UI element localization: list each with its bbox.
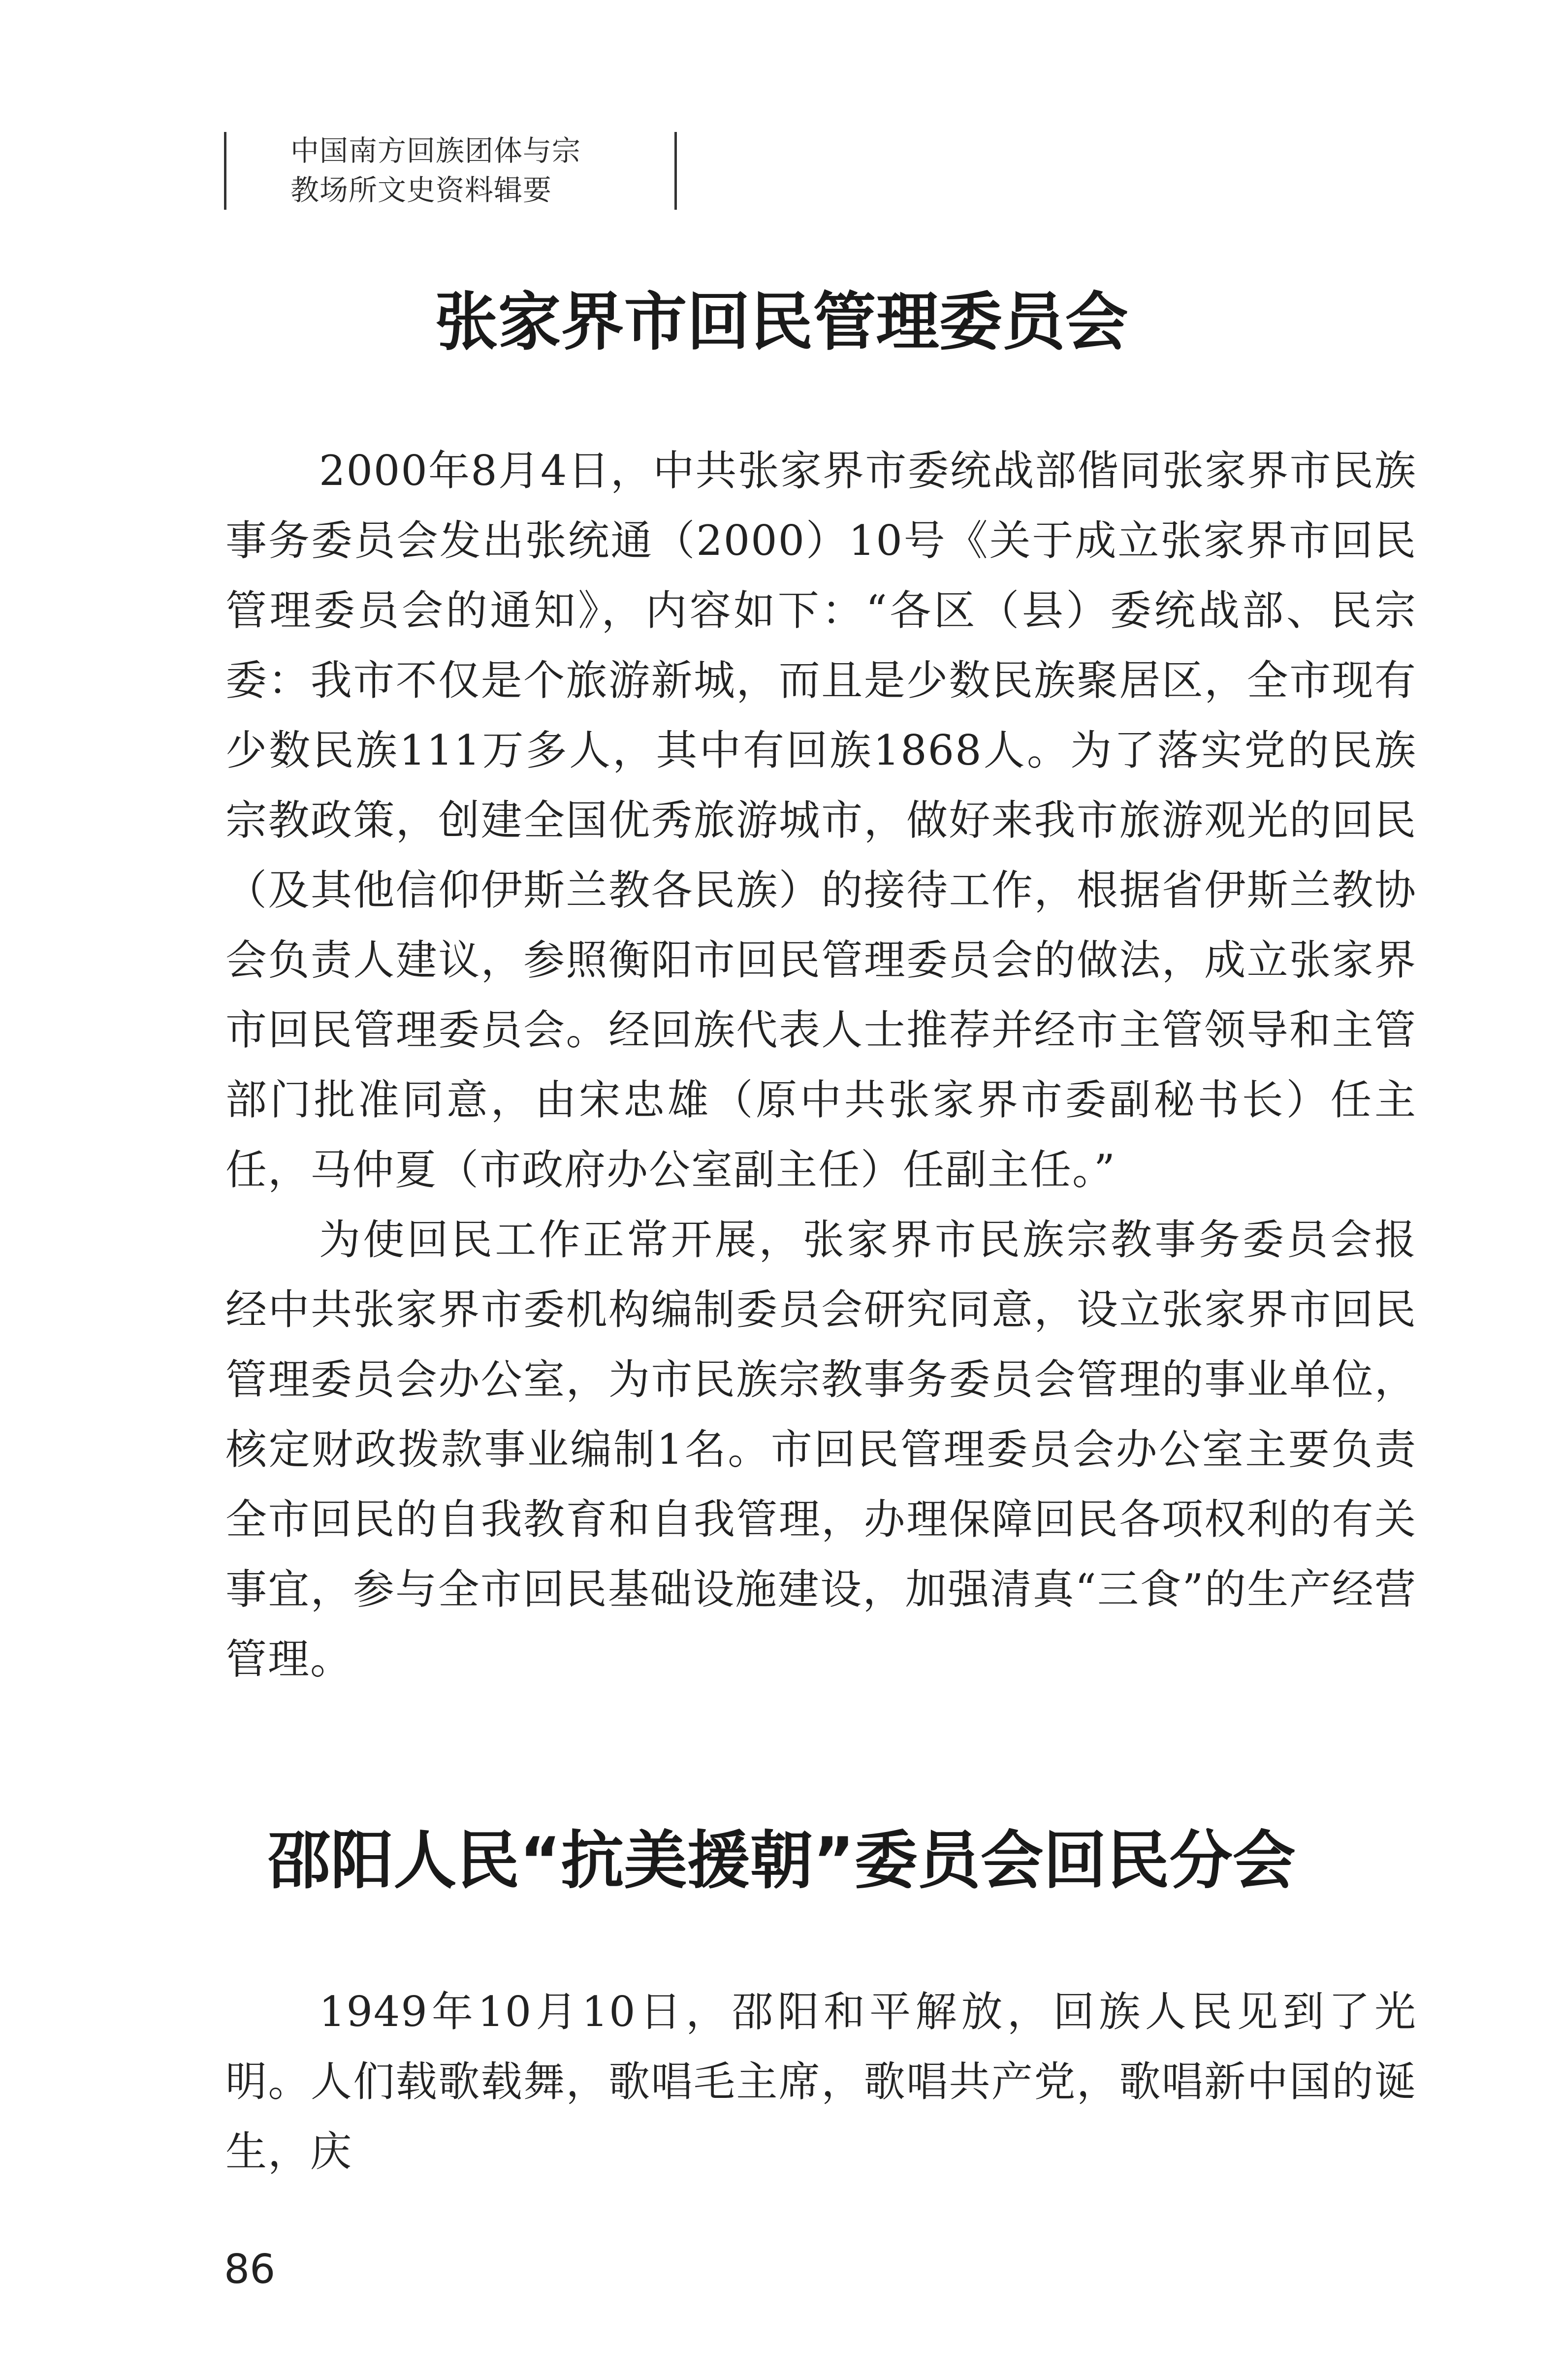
page-number: 86 xyxy=(224,2246,276,2293)
section-1-body xyxy=(225,436,1417,1694)
section-1-paragraph-1: 2000年8月4日，中共张家界市委统战部偕同张家界市民族事务委员会发出张统通（2000）10号《关于成立张家界市回民管理委员会的通知》，内容如下：“各区（县）委统战部、民宗委：我市不仅是个旅游新城，而且是少数民族聚居区，全市现有少数民族111万多人，其中有回族1868人。为了落实党的民族宗教政策，创建全国优秀旅游城市，做好来我市旅游观光的回民（及其他信仰伊斯兰教各民族）的接待工作，根据省伊斯兰教协会负责人建议，参照衡阳市回民管理委员会的做法，成立张家界市回民管理委员会。经回族代表人士推荐并经市主管领导和主管部门批准同意，由宋忠雄（原中共张家界市委副秘书长）任主任，马仲夏（市政府办公室副主任）任副主任。” xyxy=(225,447,1417,1194)
section-2-body xyxy=(225,1977,1417,2187)
section-2-title: 邵阳人民“抗美援朝”委员会回民分会 xyxy=(267,1824,1296,1898)
header-right-rule xyxy=(674,132,677,210)
section-2-paragraph-1: 1949年10月10日，邵阳和平解放，回族人民见到了光明。人们载歌载舞，歌唱毛主席，歌唱共产党，歌唱新中国的诞生，庆 xyxy=(225,1988,1417,2176)
header-title-line-1: 中国南方回族团体与宗 xyxy=(290,134,581,167)
header-left-rule xyxy=(224,132,226,210)
header-title xyxy=(290,131,581,210)
section-1-paragraph-2: 为使回民工作正常开展，张家界市民族宗教事务委员会报经中共张家界市委机构编制委员会研究同意，设立张家界市回民管理委员会办公室，为市民族宗教事务委员会管理的事业单位，核定财政拨款事业编制1名。市回民管理委员会办公室主要负责全市回民的自我教育和自我管理，办理保障回民各项权利的有关事宜，参与全市回民基础设施建设，加强清真“三食”的生产经营管理。 xyxy=(225,1216,1417,1683)
section-1-title: 张家界市回民管理委员会 xyxy=(435,286,1128,359)
header-title-line-2: 教场所文史资料辑要 xyxy=(290,173,552,207)
running-header xyxy=(224,127,682,216)
